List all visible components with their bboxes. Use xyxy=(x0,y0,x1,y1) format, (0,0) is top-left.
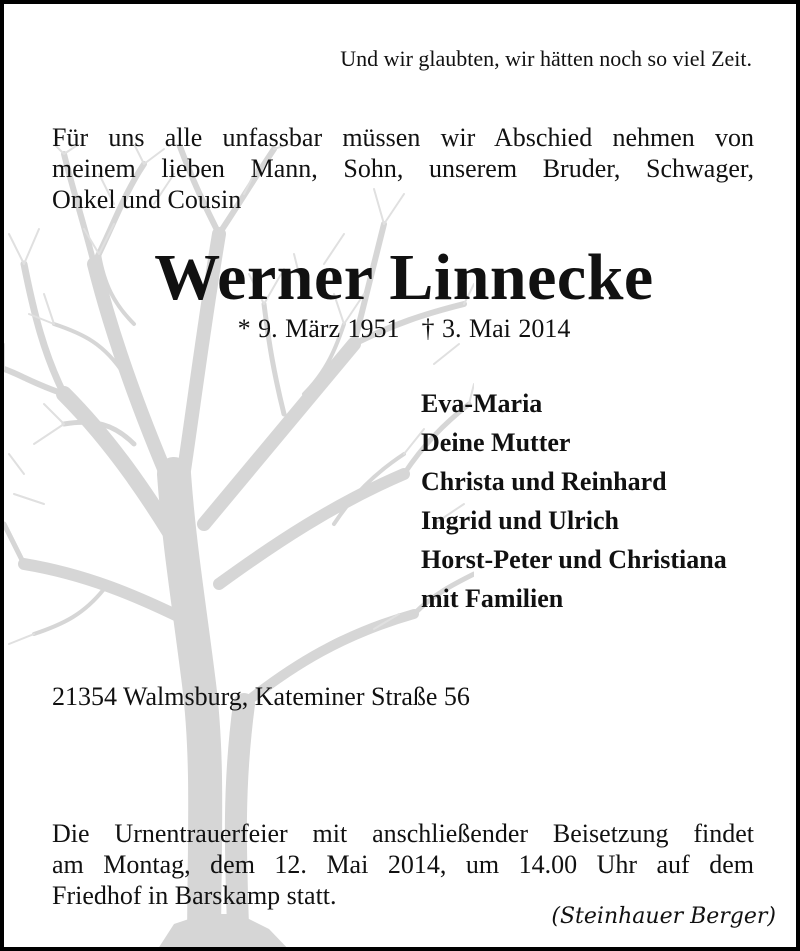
ceremony-line: am Montag, dem 12. Mai 2014, um 14.00 Uhr auf dem xyxy=(52,850,754,879)
birth-date: * 9. März 1951 xyxy=(237,314,400,343)
life-dates xyxy=(4,314,800,344)
death-date: † 3. Mai 2014 xyxy=(421,314,571,343)
mourner-entry: Ingrid und Ulrich xyxy=(421,506,619,535)
ceremony-line: Friedhof in Barskamp statt. xyxy=(52,881,337,910)
mourner-entry: Christa und Reinhard xyxy=(421,467,667,496)
mourner-entry: Deine Mutter xyxy=(421,428,571,457)
address: 21354 Walmsburg, Kateminer Straße 56 xyxy=(52,682,470,711)
mourner-entry: Horst-Peter und Christiana xyxy=(421,545,727,574)
mourner-entry: mit Familien xyxy=(421,584,564,613)
mourner-entry: Eva-Maria xyxy=(421,389,543,418)
mourners-list xyxy=(421,384,727,618)
intro-text xyxy=(52,122,754,215)
ceremony-text xyxy=(52,818,754,911)
motto-quote: Und wir glaubten, wir hätten noch so viel Zeit. xyxy=(340,46,752,71)
funeral-home-signature: (Steinhauer Berger) xyxy=(551,904,776,929)
ceremony-line: Die Urnentrauerfeier mit anschließender Beisetzung findet xyxy=(52,819,754,848)
intro-line: Für uns alle unfassbar müssen wir Abschied nehmen von xyxy=(52,123,754,152)
deceased-name: Werner Linnecke xyxy=(154,241,654,314)
intro-line: Onkel und Cousin xyxy=(52,185,242,214)
intro-line: meinem lieben Mann, Sohn, unserem Bruder, Schwager, xyxy=(52,154,754,183)
